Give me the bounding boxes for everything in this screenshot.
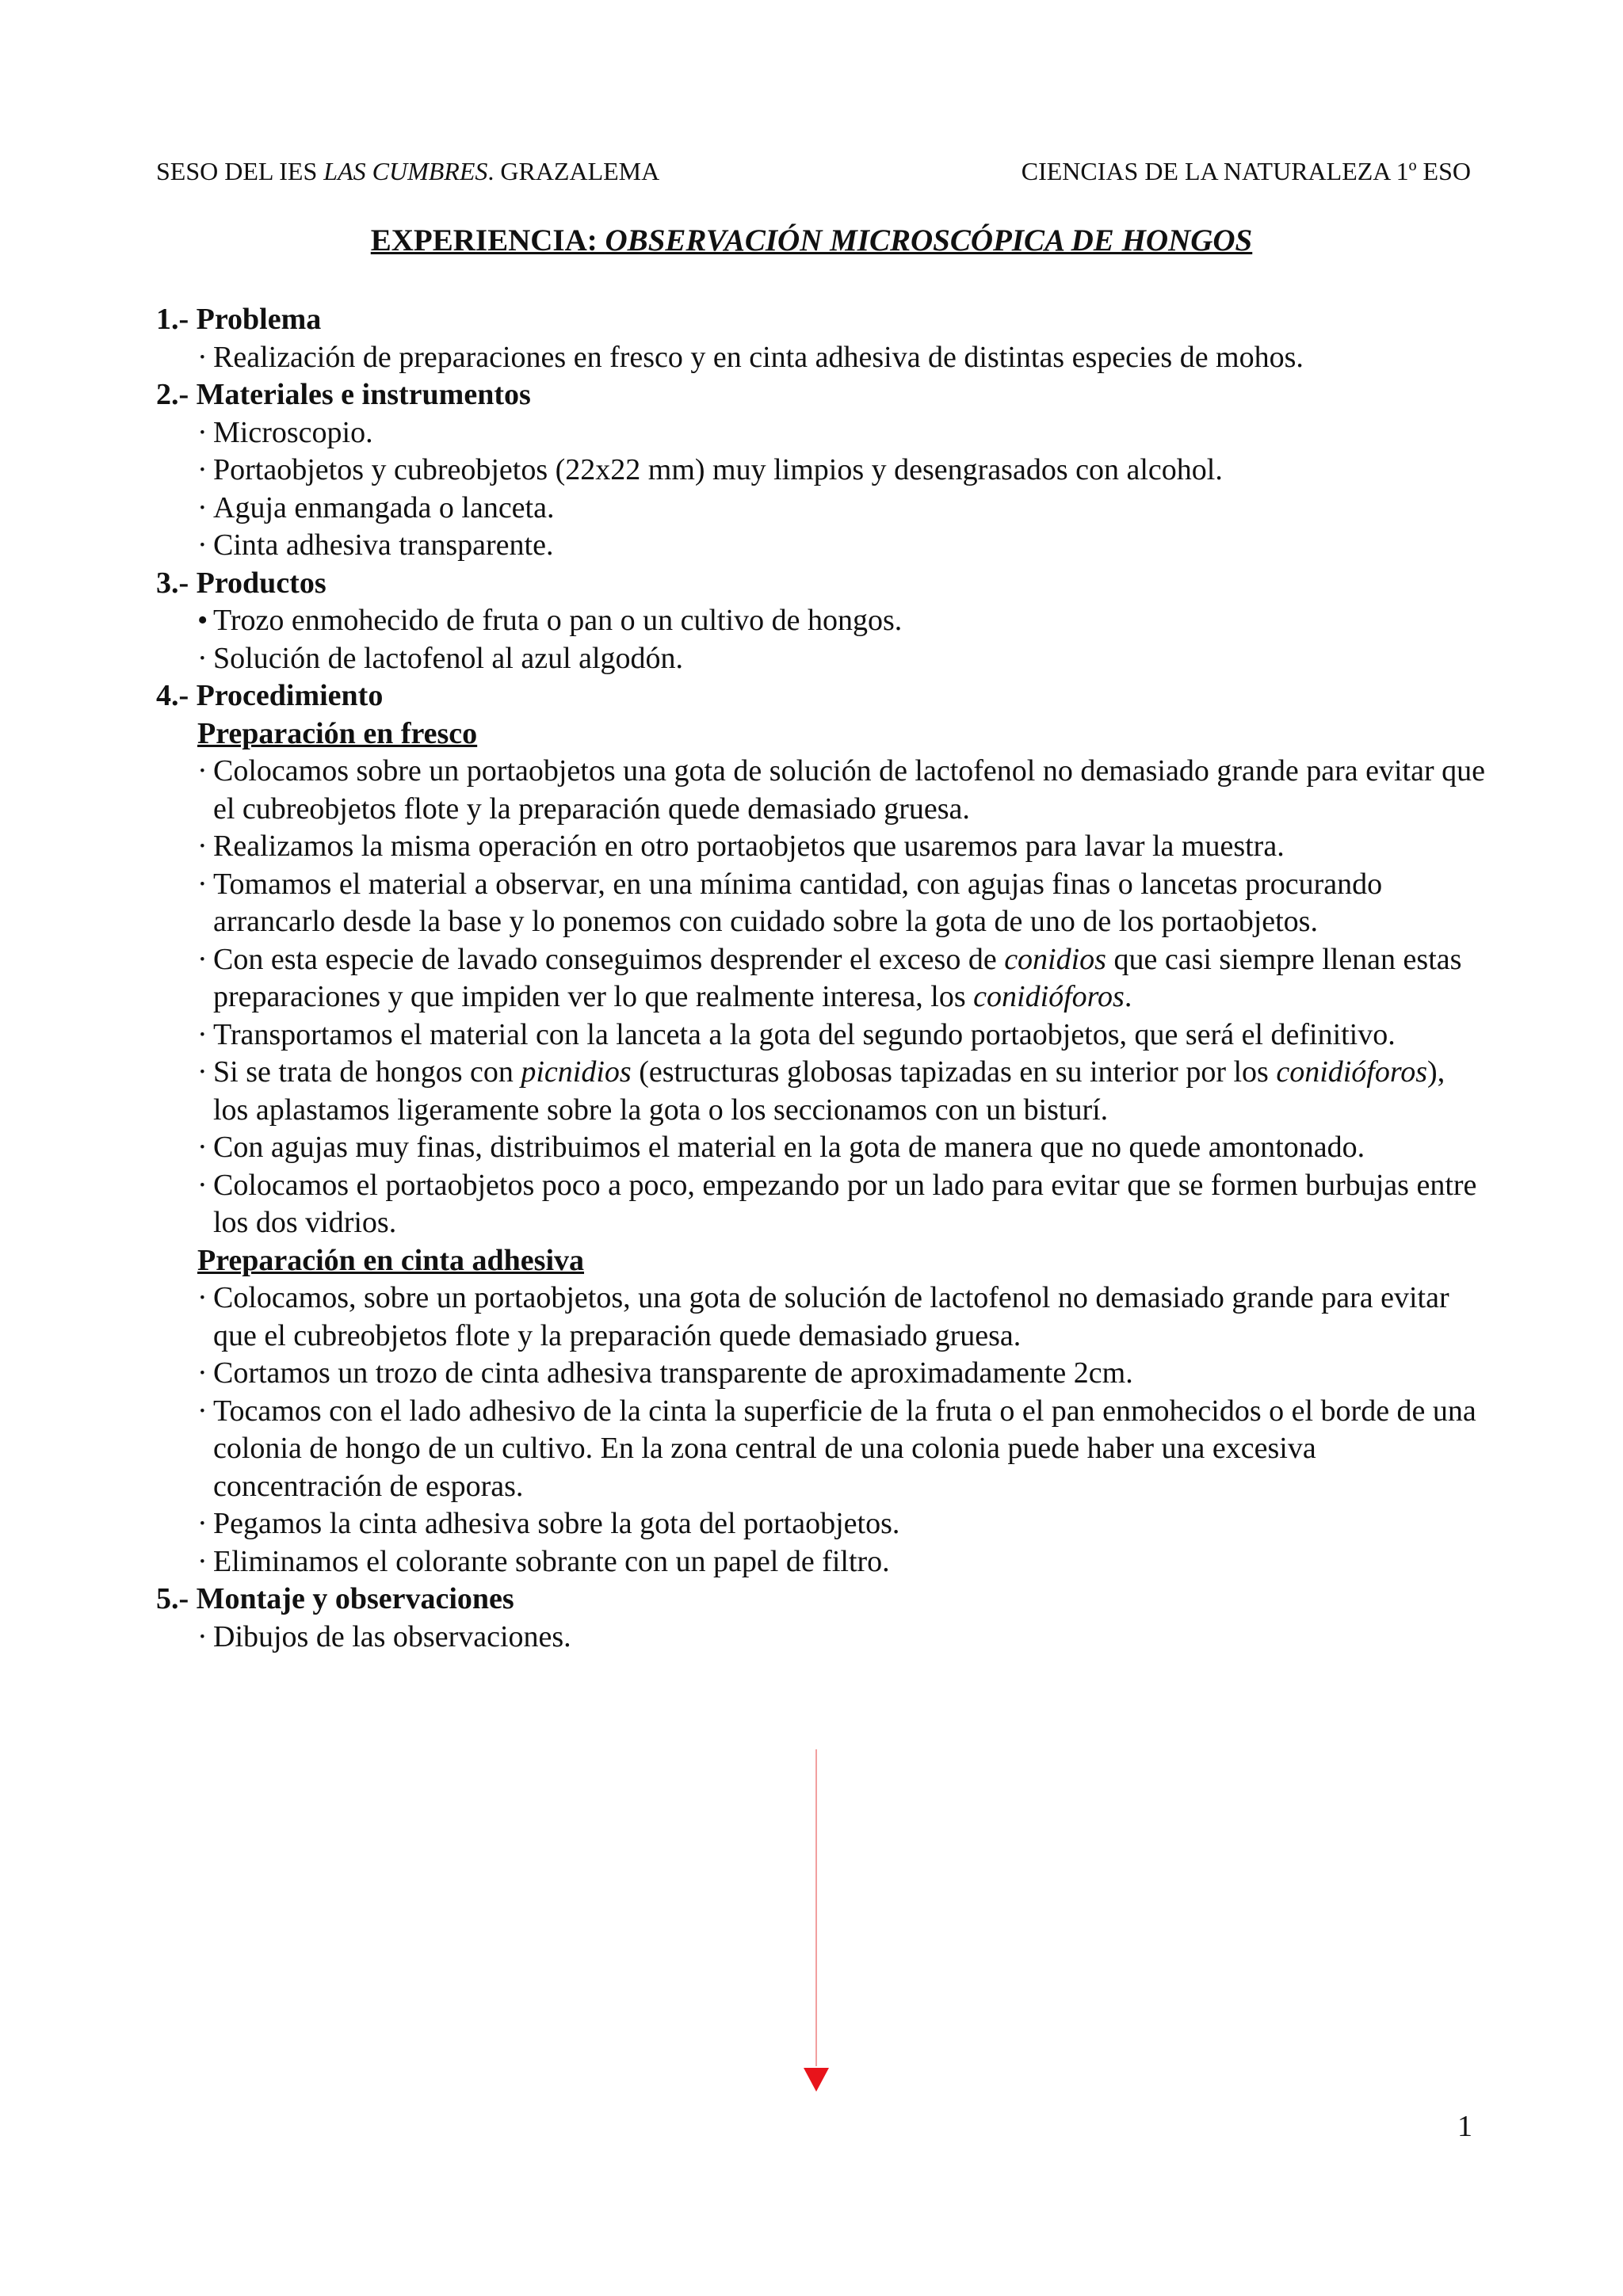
section-heading-montaje: 5.- Montaje y observaciones [156,1582,514,1615]
bullet: · [197,830,208,863]
list-item [156,490,1487,528]
list-item [156,866,1487,941]
list-item [156,1505,1487,1543]
term-picnidios: picnidios [521,1055,632,1089]
item-text: Si se trata de hongos con [213,1055,521,1089]
item-text: Realización de preparaciones en fresco y en cinta adhesiva de distintas especies de mohos. [213,340,1304,374]
list-item [156,1393,1487,1506]
subheading-preparacion-fresco: Preparación en fresco [197,716,478,750]
bullet: · [197,1619,208,1653]
bullet: · [197,1356,208,1390]
item-text: (estructuras globosas tapizadas en su interior por los [631,1055,1277,1089]
bullet: · [197,1507,208,1540]
item-text: Tocamos con el lado adhesivo de la cinta la superficie de la fruta o el pan enmohecidos o el borde de una colonia de hongo de un cultivo. En la zona central de una colonia puede haber una excesiva concentración de esporas. [213,1394,1476,1503]
bullet: • [197,604,208,637]
list-item [156,1016,1487,1055]
item-text: Portaobjetos y cubreobjetos (22x22 mm) muy limpios y desengrasados con alcohol. [213,453,1223,486]
list-item [156,1355,1487,1393]
term-conidioforos: conidióforos [1276,1055,1428,1089]
item-text: Dibujos de las observaciones. [213,1619,571,1653]
down-arrow-icon [792,1749,840,2098]
item-text: Transportamos el material con la lanceta a la gota del segundo portaobjetos, que será el definitivo. [213,1017,1396,1051]
bullet: · [197,867,208,901]
bullet: · [197,1055,208,1089]
item-text: Aguja enmangada o lanceta. [213,490,555,524]
header-left-suffix: . GRAZALEMA [487,157,660,185]
page-title [0,222,1623,260]
list-item [156,1054,1487,1129]
list-item [156,1167,1487,1242]
item-text: Trozo enmohecido de fruta o pan o un cultivo de hongos. [213,604,903,637]
section-heading-productos: 3.- Productos [156,566,327,600]
bullet: · [197,490,208,524]
section-heading-problema: 1.- Problema [156,303,322,336]
list-item [156,602,1487,640]
bullet: · [197,1544,208,1578]
header-school-name: LAS CUMBRES [323,157,488,185]
item-text: Pegamos la cinta adhesiva sobre la gota del portaobjetos. [213,1507,900,1540]
arrow-head [804,2068,829,2092]
list-item [156,640,1487,678]
section-heading-procedimiento: 4.- Procedimiento [156,679,384,712]
bullet: · [197,1281,208,1314]
list-item [156,941,1487,1016]
item-text: Eliminamos el colorante sobrante con un papel de filtro. [213,1544,890,1578]
term-conidios: conidios [1004,942,1106,976]
item-text: Realizamos la misma operación en otro portaobjetos que usaremos para lavar la muestra. [213,830,1285,863]
item-text: Solución de lactofenol al azul algodón. [213,641,684,675]
bullet: · [197,415,208,449]
subheading-preparacion-cinta: Preparación en cinta adhesiva [197,1243,585,1277]
item-text: Con agujas muy finas, distribuimos el material en la gota de manera que no quede amontonado. [213,1131,1365,1164]
list-item [156,1129,1487,1167]
page-header-right: CIENCIAS DE LA NATURALEZA 1º ESO [1021,157,1471,185]
term-conidioforos: conidióforos [973,980,1125,1013]
list-item [156,1619,1487,1657]
list-item [156,1543,1487,1581]
bullet: · [197,1131,208,1164]
page-header-left [156,155,659,187]
bullet: · [197,1394,208,1428]
bullet: · [197,340,208,374]
list-item [156,527,1487,565]
item-text: Tomamos el material a observar, en una mínima cantidad, con agujas finas o lancetas procurando arrancarlo desde la base y lo ponemos con cuidado sobre la gota de uno de los portaobjetos. [213,867,1383,938]
item-text: ), los aplastamos ligeramente sobre la gota o los seccionamos con un bisturí. [213,1055,1445,1127]
list-item [156,452,1487,490]
item-text: . [1124,980,1132,1013]
item-text: Cinta adhesiva transparente. [213,528,554,562]
item-text: Colocamos el portaobjetos poco a poco, empezando por un lado para evitar que se formen burbujas entre los dos vidrios. [213,1168,1477,1239]
bullet: · [197,942,208,976]
bullet: · [197,1168,208,1202]
list-item [156,339,1487,377]
title-subject: OBSERVACIÓN MICROSCÓPICA DE HONGOS [605,223,1253,257]
list-item [156,414,1487,452]
bullet: · [197,754,208,788]
document-body [156,301,1487,1656]
item-text: Cortamos un trozo de cinta adhesiva transparente de aproximadamente 2cm. [213,1356,1133,1390]
bullet: · [197,1017,208,1051]
item-text: Con esta especie de lavado conseguimos desprender el exceso de [213,942,1005,976]
page-number: 1 [1457,2110,1472,2143]
header-left-prefix: SESO DEL IES [156,157,324,185]
bullet: · [197,641,208,675]
bullet: · [197,528,208,562]
bullet: · [197,453,208,486]
list-item [156,753,1487,828]
item-text: Colocamos, sobre un portaobjetos, una gota de solución de lactofenol no demasiado grande para evitar que el cubreobjetos flote y la preparación quede demasiado gruesa. [213,1281,1449,1352]
list-item [156,828,1487,866]
item-text: Microscopio. [213,415,373,449]
item-text: que casi siempre llenan estas preparaciones y que impiden ver lo que realmente interesa, los [213,942,1462,1013]
list-item [156,1280,1487,1355]
title-prefix: EXPERIENCIA: [370,223,605,257]
item-text: Colocamos sobre un portaobjetos una gota de solución de lactofenol no demasiado grande para evitar que el cubreobjetos flote y la preparación quede demasiado gruesa. [213,754,1485,826]
section-heading-materiales: 2.- Materiales e instrumentos [156,378,531,411]
